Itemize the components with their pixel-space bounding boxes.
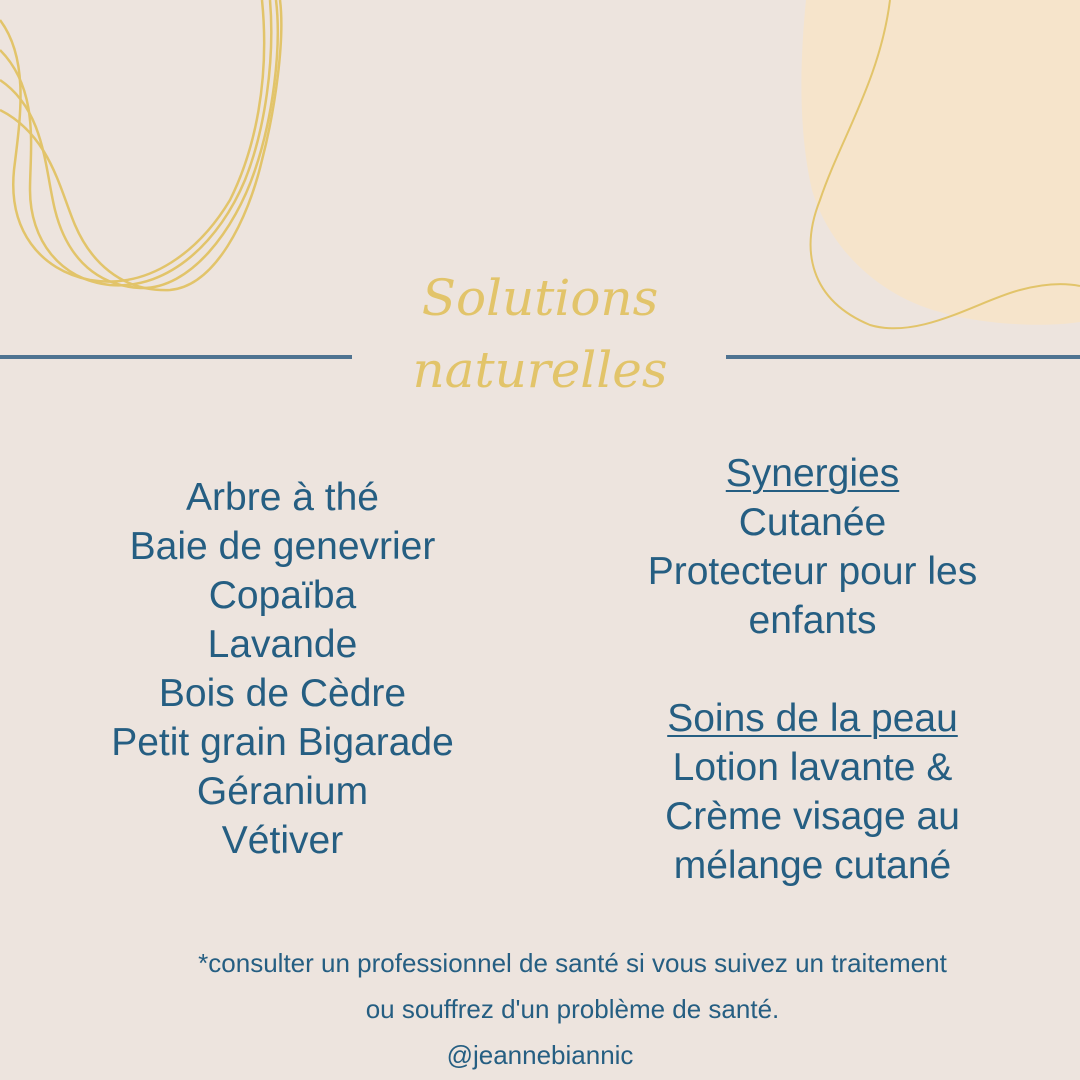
- essential-oils-list: [60, 473, 505, 865]
- gold-swirl-left: [0, 0, 281, 290]
- title-line-1: Solutions: [421, 269, 659, 327]
- divider-left: [0, 355, 352, 359]
- title-line-2: naturelles: [412, 341, 668, 399]
- social-handle: @jeannebiannic: [446, 1040, 634, 1070]
- list-item: Bois de Cèdre: [158, 672, 407, 715]
- list-item: Protecteur pour les: [647, 550, 978, 593]
- list-item: Crème visage au: [665, 795, 960, 838]
- list-item: Géranium: [196, 770, 369, 813]
- list-item: Petit grain Bigarade: [111, 721, 454, 764]
- page-title: [340, 262, 740, 406]
- list-item: Vétiver: [221, 819, 344, 862]
- list-item: enfants: [748, 599, 877, 642]
- list-item: Lavande: [207, 623, 358, 666]
- products-column: [600, 449, 1025, 890]
- list-item: mélange cutané: [673, 844, 952, 887]
- skincare-heading: Soins de la peau: [667, 697, 958, 740]
- list-item: Lotion lavante &: [672, 746, 953, 789]
- peach-blob: [801, 0, 1080, 325]
- disclaimer: [100, 940, 1045, 1032]
- list-item: Copaïba: [208, 574, 357, 617]
- divider-right: [726, 355, 1080, 359]
- list-item: Baie de genevrier: [129, 525, 436, 568]
- disclaimer-line-2: ou souffrez d'un problème de santé.: [365, 994, 780, 1024]
- disclaimer-line-1: *consulter un professionnel de santé si vous suivez un traitement: [198, 948, 947, 978]
- synergies-heading: Synergies: [725, 452, 900, 495]
- list-item: Cutanée: [738, 501, 887, 544]
- list-item: Arbre à thé: [186, 476, 379, 519]
